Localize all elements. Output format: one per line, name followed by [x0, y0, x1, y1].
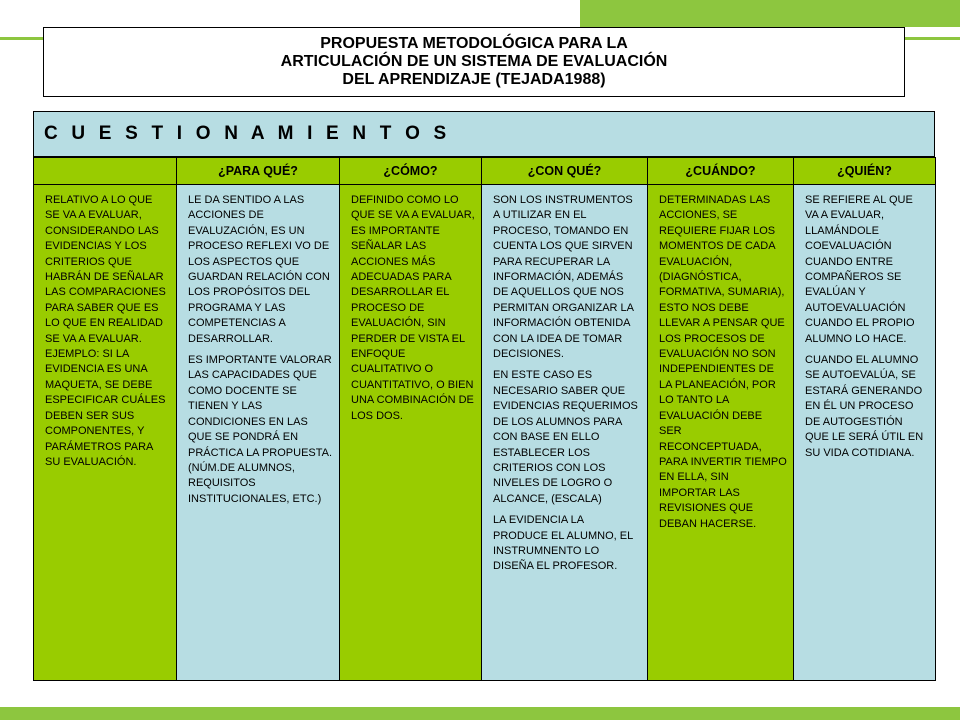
table-header-row [34, 158, 936, 185]
bottom-green-bar [0, 707, 960, 720]
top-right-green-block [580, 0, 960, 27]
cell-paragraph: ES IMPORTANTE VALORAR LAS CAPACIDADES QUE COMO DOCENTE SE TIENEN Y LAS CONDICIONES EN LAS QUE SE PONDRÁ EN PRÁCTICA LA PROPUESTA.(NÚM.DE ALUMNOS, REQUISITOS INSTITUCIONALES, ETC.) [188, 354, 333, 505]
cell-paragraph: LE DA SENTIDO A LAS ACCIONES DE EVALUZACIÓN, ES UN PROCESO REFLEXI VO DE LOS ASPECTOS QUE GUARDAN RELACIÓN CON LOS PROPÓSITOS DEL PROGRAMA Y LAS COMPETENCIAS A DESARROLLAR. [188, 194, 330, 345]
cell-paragraph: RELATIVO A LO QUE SE VA A EVALUAR, CONSIDERANDO LAS EVIDENCIAS Y LOS CRITERIOS QUE HABRÁN DE SEÑALAR LAS COMPARACIONES PARA SABER QUE ES LO QUE EN REALIDAD SE VA A EVALUAR. EJEMPLO: SI LA EVIDENCIA ES UNA MAQUETA, SE DEBE ESPECIFICAR CUÁLES DEBEN SER SUS COMPONENTES, Y PARÁMETROS PARA SU EVALUACIÓN. [45, 194, 166, 468]
cell-con-que [482, 185, 648, 681]
title-box [43, 27, 905, 97]
table-row [34, 185, 936, 681]
header-quien: ¿QUIÉN? [794, 158, 936, 185]
cell-paragraph: DETERMINADAS LAS ACCIONES, SE REQUIERE FIJAR LOS MOMENTOS DE CADA EVALUACIÓN, (DIAGNÓSTICA, FORMATIVA, SUMARIA), ESTO NOS DEBE LLEVAR A PENSAR QUE LOS PROCESOS DE EVALUACIÓN NO SON INDEPENDIENTES DE LA PLANEACIÓN, POR LO TANTO LA EVALUACIÓN DEBE SER RECONCEPTUADA, PARA INVERTIR TIEMPO EN ELLA, SIN IMPORTAR LAS REVISIONES QUE DEBAN HACERSE. [659, 194, 787, 530]
header-cuando: ¿CUÁNDO? [648, 158, 794, 185]
cell-paragraph: CUANDO EL ALUMNO SE AUTOEVALÚA, SE ESTARÁ GENERANDO EN ÉL UN PROCESO DE AUTOGESTIÓN QUE LE SERÁ ÚTIL EN SU VIDA COTIDIANA. [805, 354, 924, 459]
cell-para-que [177, 185, 340, 681]
questions-table [33, 157, 936, 681]
cell-como [340, 185, 482, 681]
section-header [33, 111, 935, 157]
cell-que [34, 185, 177, 681]
title-line-1: PROPUESTA METODOLÓGICA PARA LA [320, 35, 628, 52]
cell-paragraph: SE REFIERE AL QUE VA A EVALUAR, LLAMÁNDOLE COEVALUACIÓN CUANDO ENTRE COMPAÑEROS SE EVALÚAN Y AUTOEVALUACIÓN CUANDO EL PROPIO ALUMNO LO HACE. [805, 194, 915, 345]
header-empty [34, 158, 177, 185]
cell-paragraph: SON LOS INSTRUMENTOS A UTILIZAR EN EL PROCESO, TOMANDO EN CUENTA LOS QUE SIRVEN PARA RECUPERAR LA INFORMACIÓN, ADEMÁS DE AQUELLOS QUE NOS PERMITAN ORGANIZAR LA INFORMACIÓN OBTENIDA CON LA IDEA DE TOMAR DECISIONES. [493, 194, 634, 361]
cell-paragraph: EN ESTE CASO ES NECESARIO SABER QUE EVIDENCIAS REQUERIMOS DE LOS ALUMNOS PARA CON BASE EN ELLO ESTABLECER LOS CRITERIOS CON LOS NIVELES DE LOGRO O ALCANCE, (ESCALA) [493, 369, 638, 505]
title-line-2: ARTICULACIÓN DE UN SISTEMA DE EVALUACIÓN [280, 53, 668, 70]
right-green-line [905, 37, 960, 40]
header-con-que: ¿CON QUÉ? [482, 158, 648, 185]
title-line-3: DEL APRENDIZAJE (TEJADA1988) [342, 71, 606, 88]
top-left-green-line [0, 37, 43, 40]
cell-quien [794, 185, 936, 681]
cell-paragraph: LA EVIDENCIA LA PRODUCE EL ALUMNO, EL INSTRUMNENTO LO DISEÑA EL PROFESOR. [493, 514, 633, 573]
section-title: C U E S T I O N A M I E N T O S [44, 123, 451, 144]
cell-cuando [648, 185, 794, 681]
header-para-que: ¿PARA QUÉ? [177, 158, 340, 185]
header-como: ¿CÓMO? [340, 158, 482, 185]
cell-paragraph: DEFINIDO COMO LO QUE SE VA A EVALUAR, ES IMPORTANTE SEÑALAR LAS ACCIONES MÁS ADECUADAS PARA DESARROLLAR EL PROCESO DE EVALUACIÓN, SIN PERDER DE VISTA EL ENFOQUE CUALITATIVO O CUANTITATIVO, O BIEN UNA COMBINACIÓN DE LOS DOS. [351, 194, 475, 422]
